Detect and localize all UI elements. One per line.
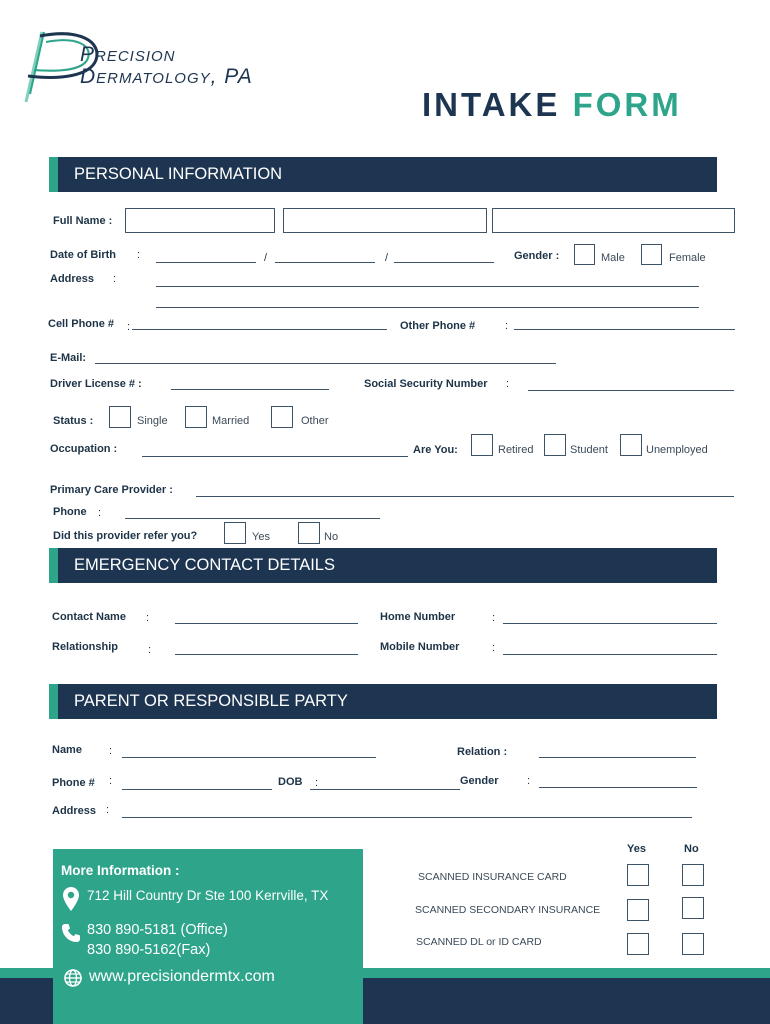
- gender-male-checkbox[interactable]: [574, 244, 595, 265]
- parent-section-title: PARENT OR RESPONSIBLE PARTY: [74, 692, 348, 710]
- dob-label: Date of Birth: [50, 249, 116, 261]
- parent-address-label: Address: [52, 805, 97, 817]
- personal-section-header: [49, 157, 717, 192]
- pcp-phone-input[interactable]: [125, 518, 380, 519]
- scanned-insurance-yes-checkbox[interactable]: [627, 864, 649, 886]
- scanned-id-label: SCANNED DL or ID CARD: [416, 936, 542, 948]
- referred-yes-checkbox[interactable]: [224, 522, 246, 544]
- parent-name-label: Name: [52, 744, 82, 756]
- parent-relation-label: Relation :: [457, 746, 508, 758]
- cell-phone-input[interactable]: [132, 329, 387, 330]
- title-intake: INTAKE: [422, 86, 561, 123]
- referred-label: Did this provider refer you?: [53, 530, 198, 542]
- gender-female-checkbox[interactable]: [641, 244, 662, 265]
- phone-icon: [61, 923, 81, 943]
- status-label: Status :: [53, 415, 94, 427]
- status-single-label: Single: [137, 415, 168, 427]
- other-phone-label: Other Phone #: [400, 320, 476, 332]
- ssn-label: Social Security Number: [364, 378, 488, 390]
- relationship-colon: :: [148, 644, 152, 656]
- dob-month-input[interactable]: [156, 262, 256, 263]
- parent-address-colon: :: [106, 804, 110, 816]
- parent-phone-input[interactable]: [122, 789, 272, 790]
- dob-day-input[interactable]: [275, 262, 375, 263]
- pcp-label: Primary Care Provider :: [50, 484, 173, 496]
- globe-icon: [64, 969, 82, 987]
- dob-year-input[interactable]: [394, 262, 494, 263]
- dob-slash-2: /: [385, 252, 389, 264]
- unemployed-label: Unemployed: [646, 444, 708, 456]
- relationship-input[interactable]: [175, 654, 358, 655]
- parent-gender-input[interactable]: [539, 787, 697, 788]
- home-number-label: Home Number: [380, 611, 456, 623]
- emergency-section-header: [49, 548, 717, 583]
- home-number-input[interactable]: [503, 623, 717, 624]
- pcp-input[interactable]: [196, 496, 734, 497]
- full-name-label: Full Name :: [53, 215, 113, 227]
- scanned-yes-header: Yes: [627, 843, 646, 855]
- more-info-phone-office: 830 890-5181 (Office): [87, 922, 228, 938]
- mobile-number-label: Mobile Number: [380, 641, 460, 653]
- occupation-label: Occupation :: [50, 443, 118, 455]
- email-label: E-Mail:: [50, 352, 87, 364]
- parent-address-input[interactable]: [122, 817, 692, 818]
- more-info-card: [53, 849, 363, 1024]
- status-single-checkbox[interactable]: [109, 406, 131, 428]
- status-other-checkbox[interactable]: [271, 406, 293, 428]
- ssn-colon: :: [506, 378, 510, 390]
- pcp-phone-label: Phone: [53, 506, 87, 518]
- parent-phone-colon: :: [109, 775, 113, 787]
- scanned-secondary-label: SCANNED SECONDARY INSURANCE: [415, 904, 601, 916]
- driver-license-label: Driver License # :: [50, 378, 142, 390]
- retired-checkbox[interactable]: [471, 434, 493, 456]
- title-form: FORM: [572, 86, 682, 123]
- scanned-id-yes-checkbox[interactable]: [627, 933, 649, 955]
- home-number-colon: :: [492, 612, 496, 624]
- more-info-website[interactable]: www.precisiondermtx.com: [89, 968, 275, 985]
- other-phone-colon: :: [505, 320, 509, 332]
- referred-yes-label: Yes: [252, 531, 270, 543]
- brand-line-2: Dermatology, PA: [80, 65, 253, 88]
- scanned-no-header: No: [684, 843, 699, 855]
- status-married-checkbox[interactable]: [185, 406, 207, 428]
- cell-phone-label: Cell Phone #: [48, 318, 115, 330]
- parent-name-colon: :: [109, 745, 113, 757]
- student-label: Student: [570, 444, 608, 456]
- brand-name: [80, 44, 253, 88]
- mobile-number-colon: :: [492, 642, 496, 654]
- location-pin-icon: [63, 887, 79, 911]
- parent-dob-input[interactable]: [310, 789, 460, 790]
- last-name-input[interactable]: [492, 208, 735, 233]
- mobile-number-input[interactable]: [503, 654, 717, 655]
- middle-name-input[interactable]: [283, 208, 487, 233]
- more-info-heading: More Information :: [61, 863, 180, 878]
- more-info-phone-fax: 830 890-5162(Fax): [87, 942, 211, 958]
- section-accent: [49, 157, 58, 192]
- address-line-1-input[interactable]: [156, 286, 699, 287]
- gender-label: Gender :: [514, 250, 560, 262]
- cell-phone-colon: :: [127, 321, 131, 333]
- parent-name-input[interactable]: [122, 757, 376, 758]
- parent-relation-input[interactable]: [539, 757, 696, 758]
- personal-section-title: PERSONAL INFORMATION: [74, 165, 283, 183]
- dob-slash-1: /: [264, 252, 268, 264]
- student-checkbox[interactable]: [544, 434, 566, 456]
- contact-name-input[interactable]: [175, 623, 358, 624]
- section-accent: [49, 548, 58, 583]
- other-phone-input[interactable]: [514, 329, 735, 330]
- email-input[interactable]: [95, 363, 556, 364]
- retired-label: Retired: [498, 444, 534, 456]
- gender-female-label: Female: [669, 252, 706, 264]
- address-label: Address: [50, 273, 95, 285]
- parent-section-header: [49, 684, 717, 719]
- scanned-secondary-yes-checkbox[interactable]: [627, 899, 649, 921]
- relationship-label: Relationship: [52, 641, 119, 653]
- referred-no-label: No: [324, 531, 339, 543]
- first-name-input[interactable]: [125, 208, 275, 233]
- emergency-section-title: EMERGENCY CONTACT DETAILS: [74, 556, 335, 574]
- parent-gender-label: Gender: [460, 775, 499, 787]
- pcp-phone-colon: :: [98, 507, 102, 519]
- address-line-2-input[interactable]: [156, 307, 699, 308]
- contact-name-label: Contact Name: [52, 611, 126, 623]
- parent-phone-label: Phone #: [52, 777, 95, 789]
- scanned-secondary-no-checkbox[interactable]: [682, 897, 704, 919]
- status-married-label: Married: [212, 415, 250, 427]
- driver-license-input[interactable]: [171, 389, 329, 390]
- brand-line-1: Precision: [80, 43, 176, 66]
- gender-male-label: Male: [601, 252, 625, 264]
- referred-no-checkbox[interactable]: [298, 522, 320, 544]
- parent-gender-colon: :: [527, 775, 531, 787]
- contact-name-colon: :: [146, 612, 150, 624]
- unemployed-checkbox[interactable]: [620, 434, 642, 456]
- page-title: [422, 86, 682, 124]
- scanned-id-no-checkbox[interactable]: [682, 933, 704, 955]
- address-colon: :: [113, 273, 117, 285]
- occupation-input[interactable]: [142, 456, 408, 457]
- are-you-label: Are You:: [413, 444, 458, 456]
- parent-dob-colon: :: [315, 777, 319, 789]
- section-accent: [49, 684, 58, 719]
- scanned-insurance-label: SCANNED INSURANCE CARD: [418, 871, 567, 883]
- dob-colon: :: [137, 249, 141, 261]
- ssn-input[interactable]: [528, 390, 734, 391]
- scanned-insurance-no-checkbox[interactable]: [682, 864, 704, 886]
- status-other-label: Other: [301, 415, 329, 427]
- more-info-address: 712 Hill Country Dr Ste 100 Kerrville, TX: [87, 888, 329, 903]
- parent-dob-label: DOB: [278, 776, 303, 788]
